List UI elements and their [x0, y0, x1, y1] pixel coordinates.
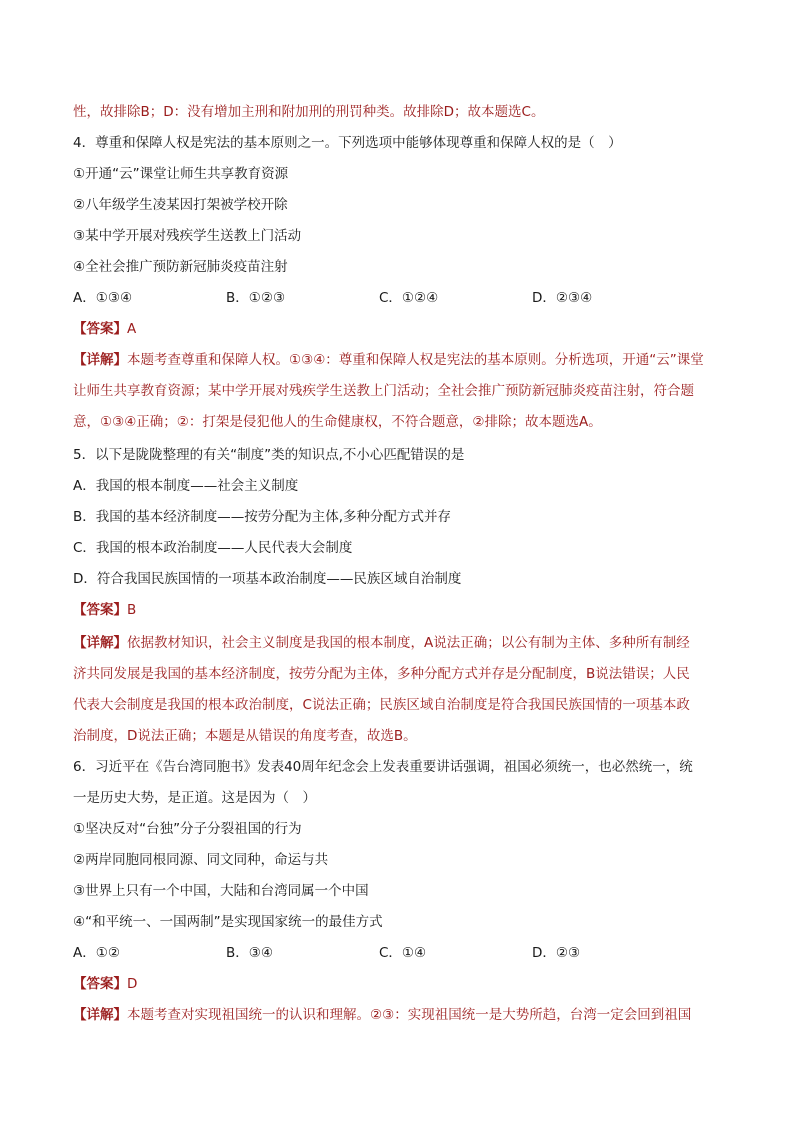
detail-tag: 【详解】 — [73, 352, 127, 368]
answer-tag: 【答案】 — [73, 321, 127, 337]
q4-stem: 4．尊重和保障人权是宪法的基本原则之一。下列选项中能够体现尊重和保障人权的是（ ） — [73, 135, 622, 151]
q4-option-a: A．①③④ — [73, 290, 133, 306]
q4-detail-line: 意，①③④正确；②：打架是侵犯他人的生命健康权，不符合题意，②排除；故本题选A。 — [73, 414, 602, 430]
previous-explanation-tail: 性，故排除B；D：没有增加主刑和附加刑的刑罚种类。故排除D；故本题选C。 — [73, 104, 545, 120]
q5-detail-line: 治制度，D说法正确；本题是从错误的角度考查，故选B。 — [73, 728, 417, 744]
detail-tag: 【详解】 — [73, 635, 127, 651]
detail-text: 本题考查尊重和保障人权。①③④：尊重和保障人权是宪法的基本原则。分析选项，开通“云”课堂 — [127, 352, 704, 368]
q6-item: ④“和平统一、一国两制”是实现国家统一的最佳方式 — [73, 914, 383, 930]
q6-item: ①坚决反对“台独”分子分裂祖国的行为 — [73, 821, 302, 837]
q6-stem: 6．习近平在《告台湾同胞书》发表40周年纪念会上发表重要讲话强调，祖国必须统一，也必然统一，统 — [73, 759, 693, 775]
answer-tag: 【答案】 — [73, 976, 127, 992]
q5-detail-line — [73, 634, 721, 652]
answer-value: D — [127, 976, 138, 992]
q4-detail-line — [73, 351, 721, 369]
q5-detail-line: 济共同发展是我国的基本经济制度，按劳分配为主体，多种分配方式并存是分配制度，B说法错误；人民 — [73, 666, 690, 682]
q6-detail-line — [73, 1006, 721, 1024]
q4-item: ①开通“云”课堂让师生共享教育资源 — [73, 166, 289, 182]
q6-option-a: A．①② — [73, 945, 120, 961]
detail-tag: 【详解】 — [73, 1007, 127, 1023]
q4-option-c: C．①②④ — [379, 290, 439, 306]
answer-value: B — [127, 602, 137, 618]
answer-tag: 【答案】 — [73, 602, 127, 618]
detail-text: 依据教材知识，社会主义制度是我国的根本制度，A说法正确；以公有制为主体、多种所有制经 — [127, 635, 690, 651]
q6-stem: 一是历史大势，是正道。这是因为（ ） — [73, 790, 316, 806]
answer-value: A — [127, 321, 137, 337]
q6-option-d: D．②③ — [532, 945, 581, 961]
q5-option-a: A．我国的根本制度——社会主义制度 — [73, 478, 299, 494]
q4-item: ④全社会推广预防新冠肺炎疫苗注射 — [73, 259, 288, 275]
q4-detail-line: 让师生共享教育资源；某中学开展对残疾学生送教上门活动；全社会推广预防新冠肺炎疫苗注射，符合题 — [73, 383, 694, 399]
detail-text: 本题考查对实现祖国统一的认识和理解。②③：实现祖国统一是大势所趋，台湾一定会回到祖国 — [127, 1007, 692, 1023]
q6-option-c: C．①④ — [379, 945, 427, 961]
q5-option-d: D．符合我国民族国情的一项基本政治制度——民族区域自治制度 — [73, 571, 462, 587]
q6-answer — [73, 975, 721, 993]
q4-item: ②八年级学生凌某因打架被学校开除 — [73, 197, 288, 213]
q4-item: ③某中学开展对残疾学生送教上门活动 — [73, 228, 302, 244]
q4-answer — [73, 320, 721, 338]
q6-item: ③世界上只有一个中国，大陆和台湾同属一个中国 — [73, 883, 369, 899]
q6-option-b: B．③④ — [226, 945, 273, 961]
q4-option-b: B．①②③ — [226, 290, 286, 306]
q5-option-b: B．我国的基本经济制度——按劳分配为主体,多种分配方式并存 — [73, 509, 452, 525]
q5-option-c: C．我国的根本政治制度——人民代表大会制度 — [73, 540, 353, 556]
q5-detail-line: 代表大会制度是我国的根本政治制度，C说法正确；民族区域自治制度是符合我国民族国情的一项基本政 — [73, 697, 690, 713]
q6-item: ②两岸同胞同根同源、同文同种，命运与共 — [73, 852, 329, 868]
q5-stem: 5．以下是陇陇整理的有关“制度”类的知识点,不小心匹配错误的是 — [73, 447, 465, 463]
q4-option-d: D．②③④ — [532, 290, 593, 306]
q5-answer — [73, 601, 721, 619]
